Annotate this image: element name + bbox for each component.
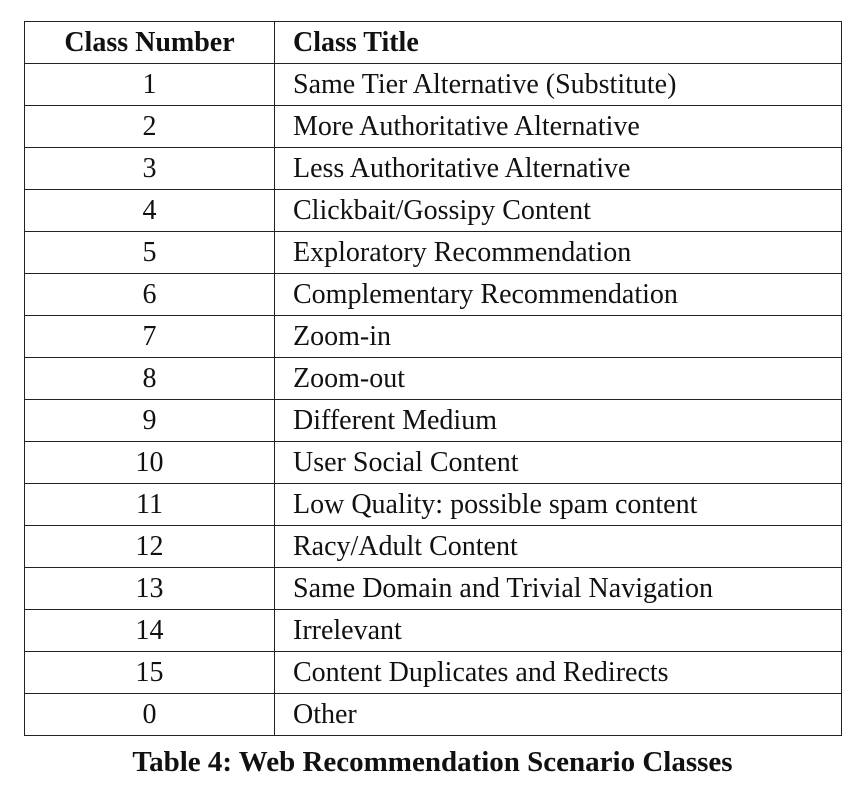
- class-title-cell: Content Duplicates and Redirects: [275, 652, 842, 694]
- class-title-cell: Zoom-out: [275, 358, 842, 400]
- class-title-cell: Racy/Adult Content: [275, 526, 842, 568]
- header-row: [25, 22, 842, 64]
- table-row: [25, 568, 842, 610]
- class-title-cell: Less Authoritative Alternative: [275, 148, 842, 190]
- table-caption: Table 4: Web Recommendation Scenario Classes: [132, 746, 733, 778]
- class-title-cell: More Authoritative Alternative: [275, 106, 842, 148]
- table-row: [25, 526, 842, 568]
- header-class-title: Class Title: [275, 22, 842, 64]
- class-number-cell: 1: [25, 64, 275, 106]
- class-title-cell: Low Quality: possible spam content: [275, 484, 842, 526]
- class-title-cell: Zoom-in: [275, 316, 842, 358]
- class-number-cell: 8: [25, 358, 275, 400]
- table-row: [25, 358, 842, 400]
- class-title-cell: Same Tier Alternative (Substitute): [275, 64, 842, 106]
- table-row: [25, 694, 842, 736]
- header-class-number: Class Number: [25, 22, 275, 64]
- table-row: [25, 442, 842, 484]
- class-title-cell: Clickbait/Gossipy Content: [275, 190, 842, 232]
- class-number-cell: 3: [25, 148, 275, 190]
- table-row: [25, 400, 842, 442]
- table-row: [25, 652, 842, 694]
- class-number-cell: 0: [25, 694, 275, 736]
- scenario-classes-table: [24, 21, 842, 736]
- table-body: [25, 64, 842, 736]
- table-row: [25, 64, 842, 106]
- class-title-cell: Exploratory Recommendation: [275, 232, 842, 274]
- table-row: [25, 106, 842, 148]
- class-number-cell: 5: [25, 232, 275, 274]
- table-header: [25, 22, 842, 64]
- class-number-cell: 4: [25, 190, 275, 232]
- table-row: [25, 148, 842, 190]
- class-number-cell: 6: [25, 274, 275, 316]
- class-number-cell: 12: [25, 526, 275, 568]
- class-number-cell: 14: [25, 610, 275, 652]
- class-title-cell: User Social Content: [275, 442, 842, 484]
- class-title-cell: Same Domain and Trivial Navigation: [275, 568, 842, 610]
- table-row: [25, 232, 842, 274]
- table-row: [25, 316, 842, 358]
- class-number-cell: 9: [25, 400, 275, 442]
- table-row: [25, 610, 842, 652]
- table-row: [25, 190, 842, 232]
- class-number-cell: 10: [25, 442, 275, 484]
- class-number-cell: 7: [25, 316, 275, 358]
- class-number-cell: 2: [25, 106, 275, 148]
- class-number-cell: 13: [25, 568, 275, 610]
- class-title-cell: Different Medium: [275, 400, 842, 442]
- class-title-cell: Irrelevant: [275, 610, 842, 652]
- class-number-cell: 15: [25, 652, 275, 694]
- class-number-cell: 11: [25, 484, 275, 526]
- table-row: [25, 274, 842, 316]
- class-title-cell: Complementary Recommendation: [275, 274, 842, 316]
- table-row: [25, 484, 842, 526]
- class-title-cell: Other: [275, 694, 842, 736]
